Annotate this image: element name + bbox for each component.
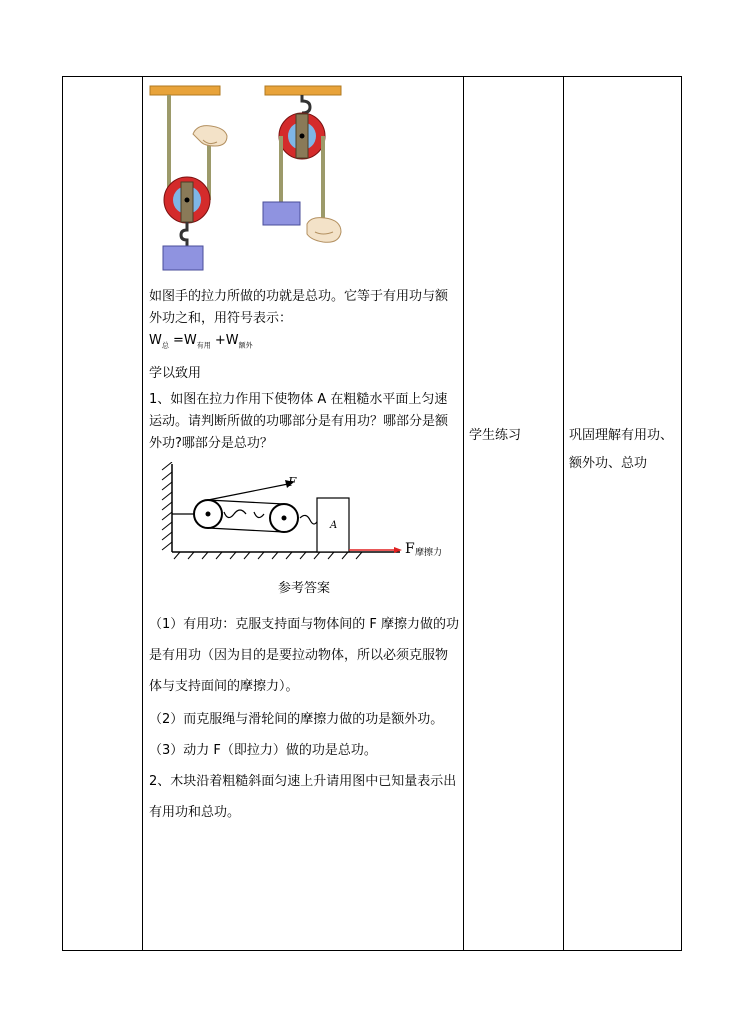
block-label-A: A bbox=[330, 520, 338, 531]
table-bottom-border bbox=[62, 950, 682, 951]
formula-sub-useful: 有用 bbox=[196, 341, 211, 350]
question-2: 2、木块沿着粗糙斜面匀速上升请用图中已知量表示出有用功和总功。 bbox=[149, 774, 457, 820]
formula-sub-total: 总 bbox=[161, 341, 169, 350]
pulley-figure bbox=[145, 82, 350, 277]
force-label-F: F bbox=[288, 475, 297, 489]
friction-label-sub: 摩擦力 bbox=[415, 548, 443, 558]
answer-3: （3）动力 F（即拉力）做的功是总功。 bbox=[149, 743, 377, 758]
formula-w: W bbox=[149, 333, 162, 348]
formula-sub-extra: 额外 bbox=[238, 341, 253, 350]
table-col-border-5 bbox=[681, 76, 682, 951]
ground-hatch bbox=[174, 552, 362, 559]
question-1: 1、如图在拉力作用下使物体 A 在粗糙水平面上匀速运动。请判断所做的功哪部分是有用功？哪部分是额外功?哪部分是总功？ bbox=[149, 392, 449, 451]
table-top-border bbox=[62, 76, 682, 77]
answer-title: 参考答案 bbox=[277, 581, 330, 596]
hand-icon-left bbox=[193, 126, 227, 146]
ceiling-beam-left bbox=[150, 86, 220, 95]
total-work-description: 如图手的拉力所做的功就是总功。它等于有用功与额外功之和，用符号表示： bbox=[149, 289, 449, 326]
col3-student-practice: 学生练习 bbox=[469, 428, 522, 443]
col4-purpose: 巩固理解有用功、额外功、总功 bbox=[569, 428, 674, 471]
friction-figure bbox=[160, 462, 460, 562]
table-col-border-1 bbox=[62, 76, 63, 951]
force-arrow-F bbox=[208, 484, 288, 500]
hook-right bbox=[302, 95, 310, 113]
table-col-border-3 bbox=[463, 76, 464, 951]
formula-eq: =W bbox=[168, 333, 197, 348]
answer-2: （2）而克服绳与滑轮间的摩擦力做的功是额外功。 bbox=[149, 712, 444, 727]
work-formula bbox=[149, 330, 459, 357]
answer-1: （1）有用功：克服支持面与物体间的 F 摩擦力做的功是有用功（因为目的是要拉动物体，所以必须克服物体与支持面间的摩擦力）。 bbox=[149, 617, 460, 694]
table-col-border-4 bbox=[563, 76, 564, 951]
friction-label-F: F bbox=[405, 541, 415, 557]
weight-block-left bbox=[163, 246, 203, 270]
hand-icon-right bbox=[307, 218, 341, 243]
weight-block-right bbox=[263, 202, 300, 225]
formula-plus: +W bbox=[210, 333, 239, 348]
ceiling-beam-right bbox=[265, 86, 341, 95]
apply-title: 学以致用 bbox=[149, 366, 202, 381]
table-col-border-2 bbox=[142, 76, 143, 951]
wall-hatch bbox=[162, 462, 172, 550]
hook-left bbox=[181, 222, 187, 246]
